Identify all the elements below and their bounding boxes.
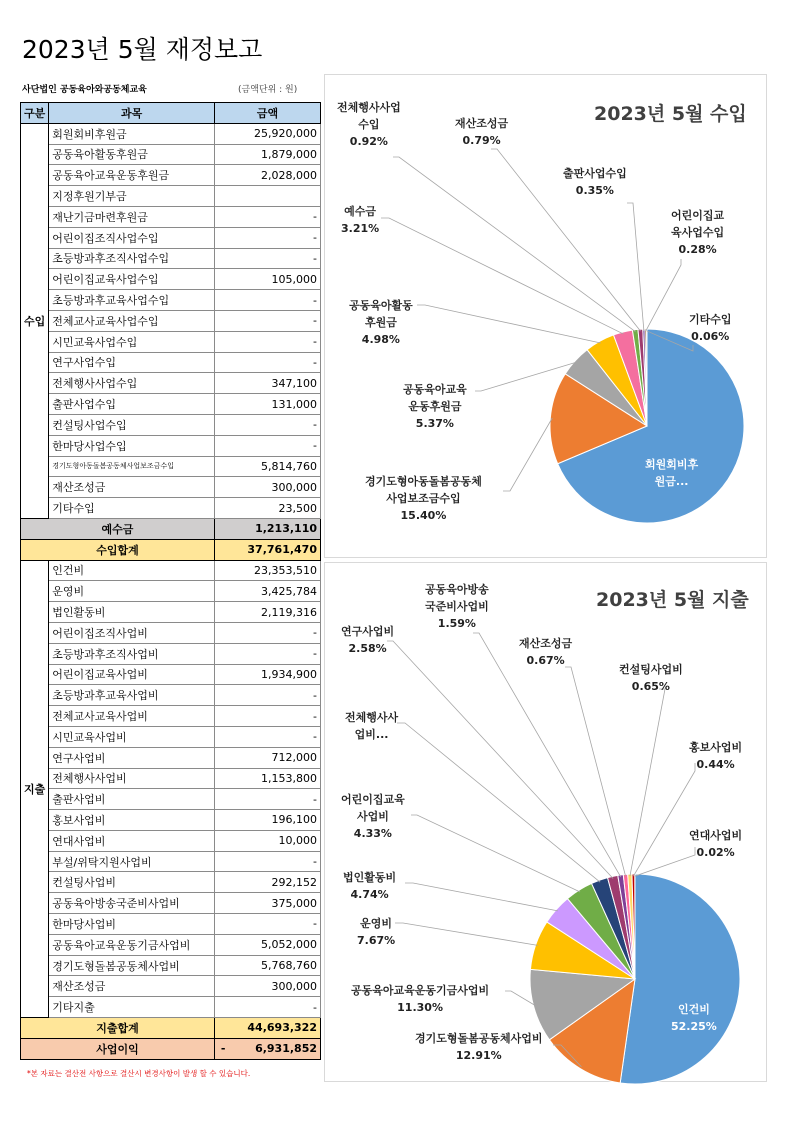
pie-data-label [671, 1001, 717, 1035]
expense-total-row [21, 1018, 321, 1039]
pie-label-line: 4.33% [353, 827, 392, 840]
item-name: 재난기금마련후원금 [49, 206, 215, 227]
item-name: 부설/위탁지원사업비 [49, 851, 215, 872]
pie-label-line: 사업비 [356, 810, 389, 823]
item-name: 출판사업수입 [49, 394, 215, 415]
expense-row [21, 726, 321, 747]
item-amount: - [214, 414, 320, 435]
leader-line [397, 723, 600, 882]
item-name: 어린이집조직사업수입 [49, 227, 215, 248]
income-row [21, 498, 321, 519]
profit-sign: - [220, 1042, 226, 1056]
income-row [21, 165, 321, 186]
pie-label-line: 운동후원금 [408, 400, 462, 413]
pie-label-line: 4.98% [361, 333, 400, 346]
item-amount: 347,100 [214, 373, 320, 394]
item-name: 전체행사사업비 [49, 768, 215, 789]
pie-label-line: 재산조성금 [519, 637, 573, 650]
expense-row [21, 914, 321, 935]
pie-label-line: 경기도형아동돌봄공동체 [365, 475, 482, 488]
pie-label-line: 연대사업비 [689, 829, 743, 842]
pie-label-line: 기타수입 [689, 313, 732, 326]
leader-line [411, 815, 580, 892]
item-name: 공동육아교육운동후원금 [49, 165, 215, 186]
expense-row [21, 872, 321, 893]
leader-line [627, 203, 644, 331]
item-amount: - [214, 622, 320, 643]
item-name: 초등방과후조직사업수입 [49, 248, 215, 269]
income-total-amount: 37,761,470 [214, 539, 320, 560]
pie-label-line: 0.79% [462, 134, 501, 147]
item-amount: - [214, 789, 320, 810]
disclaimer-note: *본 자료는 결산전 사항으로 결산시 변경사항이 발생 할 수 있습니다. [27, 1069, 251, 1078]
pie-label-line: 공동육아교육 [403, 383, 467, 396]
item-name: 법인활동비 [49, 602, 215, 623]
expense-row [21, 789, 321, 810]
pie-data-label [619, 661, 683, 695]
item-name: 지정후원기부금 [49, 186, 215, 207]
income-row [21, 290, 321, 311]
item-name: 전체교사교육사업비 [49, 706, 215, 727]
pie-label-line: 15.40% [400, 509, 447, 522]
income-row [21, 435, 321, 456]
pie-label-line: 0.65% [631, 680, 670, 693]
expense-row [21, 643, 321, 664]
item-amount: 23,500 [214, 498, 320, 519]
pie-label-line: 5.37% [415, 417, 454, 430]
income-row [21, 373, 321, 394]
item-amount: 2,119,316 [214, 602, 320, 623]
pie-label-line: 어린이집교육 [341, 793, 405, 806]
item-amount: 23,353,510 [214, 560, 320, 581]
pie-label-line: 경기도형돌봄공동체사업비 [415, 1032, 543, 1045]
item-name: 공동육아방송국준비사업비 [49, 893, 215, 914]
item-amount: 5,052,000 [214, 934, 320, 955]
item-amount: - [214, 643, 320, 664]
profit-amount [214, 1038, 320, 1059]
pie-label-line: 공동육아방송 [425, 583, 489, 596]
item-name: 경기도형아동돌봄공동체사업보조금수입 [49, 456, 215, 477]
income-row [21, 331, 321, 352]
income-total-label: 수입합계 [21, 539, 215, 560]
item-name: 경기도형돌봄공동체사업비 [49, 955, 215, 976]
income-total-row [21, 539, 321, 560]
pie-label-line: 4.74% [350, 888, 389, 901]
page-title: 2023년 5월 재정보고 [22, 35, 263, 64]
column-header: 과목 [49, 103, 215, 124]
item-name: 연구사업비 [49, 747, 215, 768]
leader-line [387, 641, 613, 878]
item-amount: - [214, 331, 320, 352]
pie-data-label [689, 827, 742, 861]
item-amount: 292,152 [214, 872, 320, 893]
expense-row [21, 893, 321, 914]
pie-label-line: 공동육아활동 [349, 299, 413, 312]
pie-label-line: 재산조성금 [455, 117, 509, 130]
pie-label-line: 예수금 [344, 205, 377, 218]
pie-label-line: 컨설팅사업비 [619, 663, 683, 676]
item-name: 운영비 [49, 581, 215, 602]
expense-total-amount: 44,693,322 [214, 1018, 320, 1039]
item-name: 전체행사사업수입 [49, 373, 215, 394]
item-amount: 131,000 [214, 394, 320, 415]
pie-label-line: 52.25% [671, 1020, 717, 1033]
item-amount: 3,425,784 [214, 581, 320, 602]
column-header: 금액 [214, 103, 320, 124]
pie-data-label [337, 99, 401, 150]
income-row [21, 144, 321, 165]
pie-label-line: 0.02% [696, 846, 735, 859]
item-amount: - [214, 435, 320, 456]
item-amount: 5,768,760 [214, 955, 320, 976]
item-amount: 1,879,000 [214, 144, 320, 165]
leader-line [565, 667, 626, 877]
deposit-amount: 1,213,110 [214, 518, 320, 539]
item-amount: - [214, 310, 320, 331]
income-row [21, 206, 321, 227]
item-amount: - [214, 997, 320, 1018]
income-row [21, 414, 321, 435]
currency-unit: (금액단위 : 원) [238, 85, 298, 95]
expense-row [21, 851, 321, 872]
leader-line [381, 218, 623, 334]
pie-label-line: 3.21% [341, 222, 380, 235]
pie-label-line: 2.58% [348, 642, 387, 655]
pie-data-label [365, 473, 482, 524]
leader-line [630, 689, 665, 876]
expense-row [21, 810, 321, 831]
income-row [21, 186, 321, 207]
item-amount: 712,000 [214, 747, 320, 768]
item-name: 재산조성금 [49, 477, 215, 498]
income-section-label: 수입 [21, 123, 49, 518]
pie-label-line: 11.30% [397, 1001, 443, 1014]
item-name: 전체교사교육사업수입 [49, 310, 215, 331]
income-row [21, 123, 321, 144]
item-name: 시민교육사업수입 [49, 331, 215, 352]
deposit-label: 예수금 [21, 518, 215, 539]
pie-label-line: 전체행사사 [345, 711, 399, 724]
organization-name: 사단법인 공동육아와공동체교육 [22, 85, 147, 95]
leader-line [473, 633, 621, 877]
item-name: 인건비 [49, 560, 215, 581]
item-amount: - [214, 726, 320, 747]
header-row [21, 103, 321, 124]
pie-label-line: 전체행사사업 [337, 101, 401, 114]
pie-slice [620, 874, 740, 1084]
item-amount: - [214, 290, 320, 311]
leader-line [646, 259, 681, 331]
pie-label-line: 0.92% [349, 135, 388, 148]
pie-data-label [341, 791, 405, 842]
pie-label-line: 연구사업비 [341, 625, 395, 638]
pie-label-line: 공동육아교육운동기금사업비 [351, 984, 490, 997]
item-name: 초등방과후교육사업수입 [49, 290, 215, 311]
column-header: 구분 [21, 103, 49, 124]
item-name: 회원회비후원금 [49, 123, 215, 144]
expense-total-label: 지출합계 [21, 1018, 215, 1039]
pie-data-label [645, 456, 698, 490]
item-name: 초등방과후교육사업비 [49, 685, 215, 706]
item-name: 컨설팅사업비 [49, 872, 215, 893]
pie-data-label [341, 623, 394, 657]
item-name: 초등방과후조직사업비 [49, 643, 215, 664]
item-name: 어린이집교육사업비 [49, 664, 215, 685]
pie-data-label [343, 869, 396, 903]
pie-label-line: 법인활동비 [343, 871, 397, 884]
pie-label-line: 출판사업수입 [563, 167, 627, 180]
leader-line [417, 305, 601, 343]
item-name: 컨설팅사업수입 [49, 414, 215, 435]
item-amount: - [214, 706, 320, 727]
pie-data-label [341, 203, 379, 237]
item-name: 시민교육사업비 [49, 726, 215, 747]
pie-label-line: 운영비 [360, 917, 393, 930]
leader-line [405, 883, 558, 911]
pie-label-line: 원금... [654, 475, 689, 488]
leader-line [633, 763, 695, 876]
pie-label-line: 사업보조금수입 [386, 492, 461, 505]
pie-data-label [357, 915, 395, 949]
item-amount: - [214, 248, 320, 269]
item-amount: 375,000 [214, 893, 320, 914]
item-amount: 5,814,760 [214, 456, 320, 477]
item-amount: - [214, 352, 320, 373]
item-name: 한마당사업비 [49, 914, 215, 935]
item-name: 어린이집조직사업비 [49, 622, 215, 643]
pie-data-label [415, 1030, 543, 1064]
item-amount: 105,000 [214, 269, 320, 290]
item-amount: 1,934,900 [214, 664, 320, 685]
expense-chart-title: 2023년 5월 지출 [596, 589, 749, 611]
item-name: 연구사업수입 [49, 352, 215, 373]
pie-label-line: 0.67% [526, 654, 565, 667]
pie-label-line: 12.91% [455, 1049, 502, 1062]
item-name: 연대사업비 [49, 830, 215, 851]
pie-data-label [563, 165, 627, 199]
income-row [21, 310, 321, 331]
pie-label-line: 인건비 [677, 1003, 710, 1016]
item-amount [214, 186, 320, 207]
income-chart-title: 2023년 5월 수입 [594, 103, 747, 125]
leader-line [635, 847, 695, 876]
leader-line [395, 923, 538, 945]
item-name: 한마당사업수입 [49, 435, 215, 456]
item-amount: 10,000 [214, 830, 320, 851]
item-amount: - [214, 851, 320, 872]
deposit-row [21, 518, 321, 539]
item-name: 기타수입 [49, 498, 215, 519]
expense-row [21, 768, 321, 789]
pie-label-line: 어린이집교 [671, 209, 725, 222]
pie-data-label [519, 635, 572, 669]
finance-table [20, 102, 321, 1060]
expense-row [21, 934, 321, 955]
expense-chart-panel [324, 562, 767, 1082]
profit-value: 6,931,852 [255, 1042, 317, 1056]
income-row [21, 227, 321, 248]
expense-row [21, 706, 321, 727]
pie-label-line: 0.06% [691, 330, 730, 343]
item-name: 기타지출 [49, 997, 215, 1018]
item-amount: - [214, 227, 320, 248]
expense-row [21, 747, 321, 768]
pie-label-line: 7.67% [357, 934, 396, 947]
expense-row [21, 830, 321, 851]
pie-label-line: 업비... [354, 728, 389, 741]
profit-label: 사업이익 [21, 1038, 215, 1059]
pie-data-label [455, 115, 508, 149]
expense-row [21, 685, 321, 706]
item-amount: - [214, 914, 320, 935]
expense-row [21, 622, 321, 643]
expense-row [21, 664, 321, 685]
pie-label-line: 육사업수입 [671, 226, 725, 239]
item-name: 재산조성금 [49, 976, 215, 997]
pie-data-label [671, 207, 724, 258]
item-amount: 300,000 [214, 477, 320, 498]
pie-label-line: 국준비사업비 [425, 600, 489, 613]
item-amount: 196,100 [214, 810, 320, 831]
pie-label-line: 0.35% [575, 184, 614, 197]
expense-section-label: 지출 [21, 560, 49, 1018]
item-name: 홍보사업비 [49, 810, 215, 831]
pie-data-label [425, 581, 489, 632]
income-row [21, 269, 321, 290]
pie-data-label [351, 982, 489, 1016]
pie-label-line: 0.28% [678, 243, 717, 256]
pie-label-line: 후원금 [364, 316, 397, 329]
item-name: 공동육아교육운동기금사업비 [49, 934, 215, 955]
income-row [21, 394, 321, 415]
expense-row [21, 976, 321, 997]
pie-label-line: 회원회비후 [645, 458, 699, 471]
item-amount: 1,153,800 [214, 768, 320, 789]
item-name: 출판사업비 [49, 789, 215, 810]
pie-data-label [689, 311, 732, 345]
item-name: 어린이집교육사업수입 [49, 269, 215, 290]
pie-label-line: 0.44% [696, 758, 735, 771]
pie-data-label [689, 739, 742, 773]
income-chart-panel [324, 74, 767, 558]
expense-row [21, 955, 321, 976]
pie-data-label [349, 297, 413, 348]
expense-row [21, 997, 321, 1018]
item-amount: 300,000 [214, 976, 320, 997]
expense-row [21, 560, 321, 581]
leader-line [503, 418, 552, 491]
income-row [21, 352, 321, 373]
item-amount: - [214, 685, 320, 706]
pie-data-label [345, 709, 398, 743]
item-amount: 25,920,000 [214, 123, 320, 144]
pie-label-line: 수입 [358, 118, 380, 131]
item-name: 공동육아활동후원금 [49, 144, 215, 165]
pie-label-line: 1.59% [437, 617, 476, 630]
expense-row [21, 602, 321, 623]
profit-row [21, 1038, 321, 1059]
item-amount: 2,028,000 [214, 165, 320, 186]
pie-label-line: 홍보사업비 [689, 741, 743, 754]
item-amount: - [214, 206, 320, 227]
income-row [21, 456, 321, 477]
income-row [21, 248, 321, 269]
pie-data-label [403, 381, 467, 432]
expense-row [21, 581, 321, 602]
income-row [21, 477, 321, 498]
